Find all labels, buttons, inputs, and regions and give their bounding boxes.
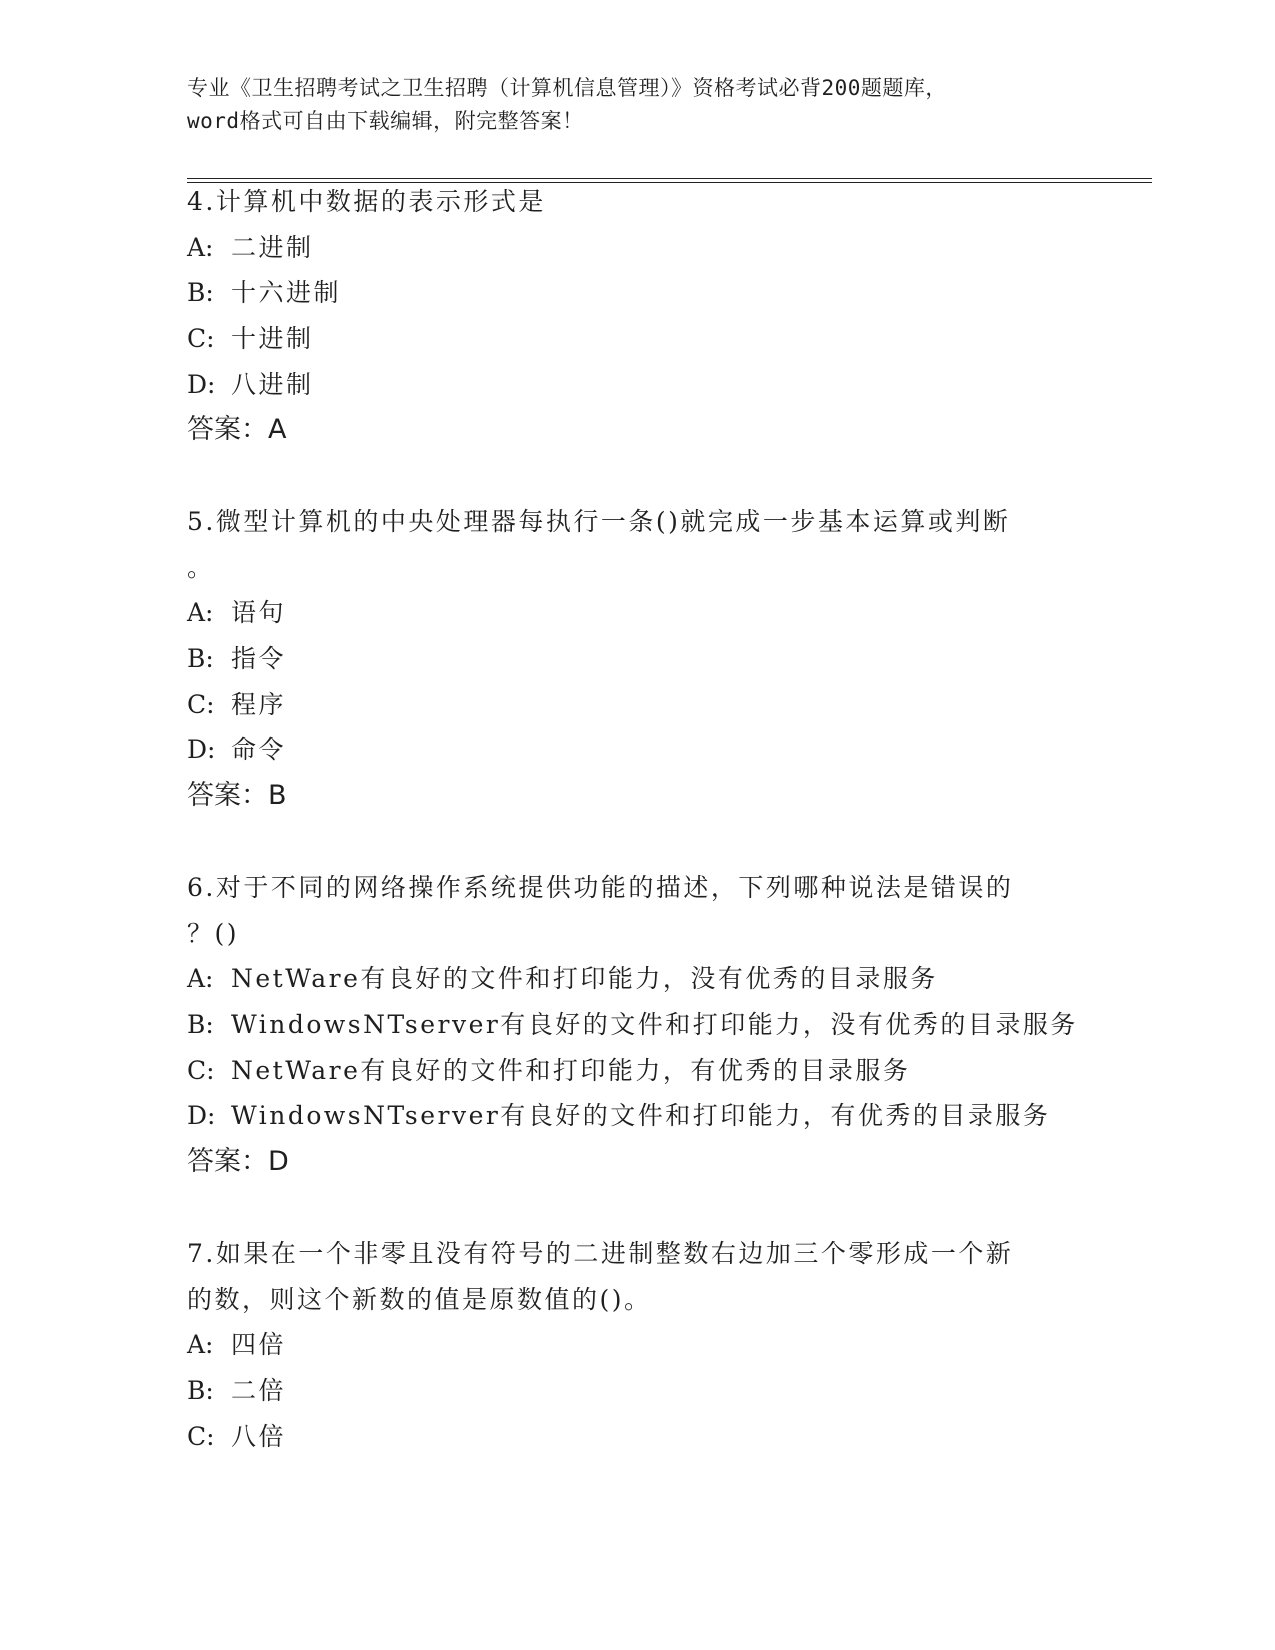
answer-key: 答案：D	[187, 1146, 289, 1178]
option-letter: D:	[187, 735, 216, 765]
option-text: 四倍	[231, 1330, 287, 1360]
option-letter: C:	[187, 689, 215, 719]
answer-option	[187, 1048, 1087, 1094]
answer-option	[187, 1322, 1087, 1368]
answer-option	[187, 956, 1087, 1002]
question-block	[187, 499, 1087, 819]
header-line: word格式可自由下载编辑，附完整答案！	[187, 109, 584, 133]
answer-option	[187, 590, 1087, 636]
answer-option	[187, 270, 1087, 316]
question-stem: 4.计算机中数据的表示形式是	[187, 187, 546, 216]
header-line: 专业《卫生招聘考试之卫生招聘（计算机信息管理）》资格考试必背200题题库，	[187, 76, 947, 100]
option-letter: A:	[187, 1330, 214, 1360]
option-letter: A:	[187, 598, 214, 628]
question-stem: ？()	[187, 918, 240, 948]
option-text: 命令	[231, 735, 287, 765]
answer-option	[187, 1093, 1087, 1139]
option-letter: C:	[187, 324, 215, 354]
question-stem: 5.微型计算机的中央处理器每执行一条()就完成一步基本运算或判断	[187, 507, 1011, 536]
option-letter: C:	[187, 1055, 215, 1085]
option-letter: B:	[187, 1376, 214, 1406]
option-letter: B:	[187, 1010, 214, 1040]
answer-option	[187, 362, 1087, 408]
option-text: 程序	[231, 689, 287, 719]
question-block	[187, 865, 1087, 1185]
question-stem: 。	[187, 552, 215, 582]
question-stem: 的数，则这个新数的值是原数值的()。	[187, 1284, 652, 1314]
option-text: WindowsNTserver有良好的文件和打印能力，有优秀的目录服务	[231, 1101, 1051, 1131]
question-block	[187, 179, 1087, 453]
option-text: 语句	[231, 598, 287, 628]
option-text: 二进制	[231, 232, 314, 262]
option-text: 八进制	[231, 369, 314, 399]
option-text: NetWare有良好的文件和打印能力，有优秀的目录服务	[231, 1055, 911, 1085]
answer-key: 答案：A	[187, 414, 287, 446]
answer-option	[187, 636, 1087, 682]
option-text: WindowsNTserver有良好的文件和打印能力，没有优秀的目录服务	[231, 1010, 1078, 1040]
document-header	[187, 72, 1087, 138]
question-block	[187, 1231, 1087, 1459]
answer-option	[187, 682, 1087, 728]
option-letter: D:	[187, 1101, 216, 1131]
option-letter: A:	[187, 964, 214, 994]
question-stem: 6.对于不同的网络操作系统提供功能的描述，下列哪种说法是错误的	[187, 873, 1014, 902]
answer-option	[187, 225, 1087, 271]
option-letter: D:	[187, 369, 216, 399]
option-letter: A:	[187, 232, 214, 262]
option-letter: B:	[187, 278, 214, 308]
option-text: 指令	[231, 644, 287, 674]
option-letter: C:	[187, 1421, 215, 1451]
option-text: NetWare有良好的文件和打印能力，没有优秀的目录服务	[231, 964, 938, 994]
option-text: 十六进制	[231, 278, 342, 308]
option-text: 十进制	[231, 324, 314, 354]
answer-key: 答案：B	[187, 780, 287, 812]
option-text: 二倍	[231, 1376, 287, 1406]
answer-option	[187, 1368, 1087, 1414]
answer-option	[187, 1414, 1087, 1460]
answer-option	[187, 316, 1087, 362]
answer-option	[187, 727, 1087, 773]
option-letter: B:	[187, 644, 214, 674]
option-text: 八倍	[231, 1421, 287, 1451]
question-stem: 7.如果在一个非零且没有符号的二进制整数右边加三个零形成一个新	[187, 1239, 1014, 1268]
answer-option	[187, 1002, 1087, 1048]
